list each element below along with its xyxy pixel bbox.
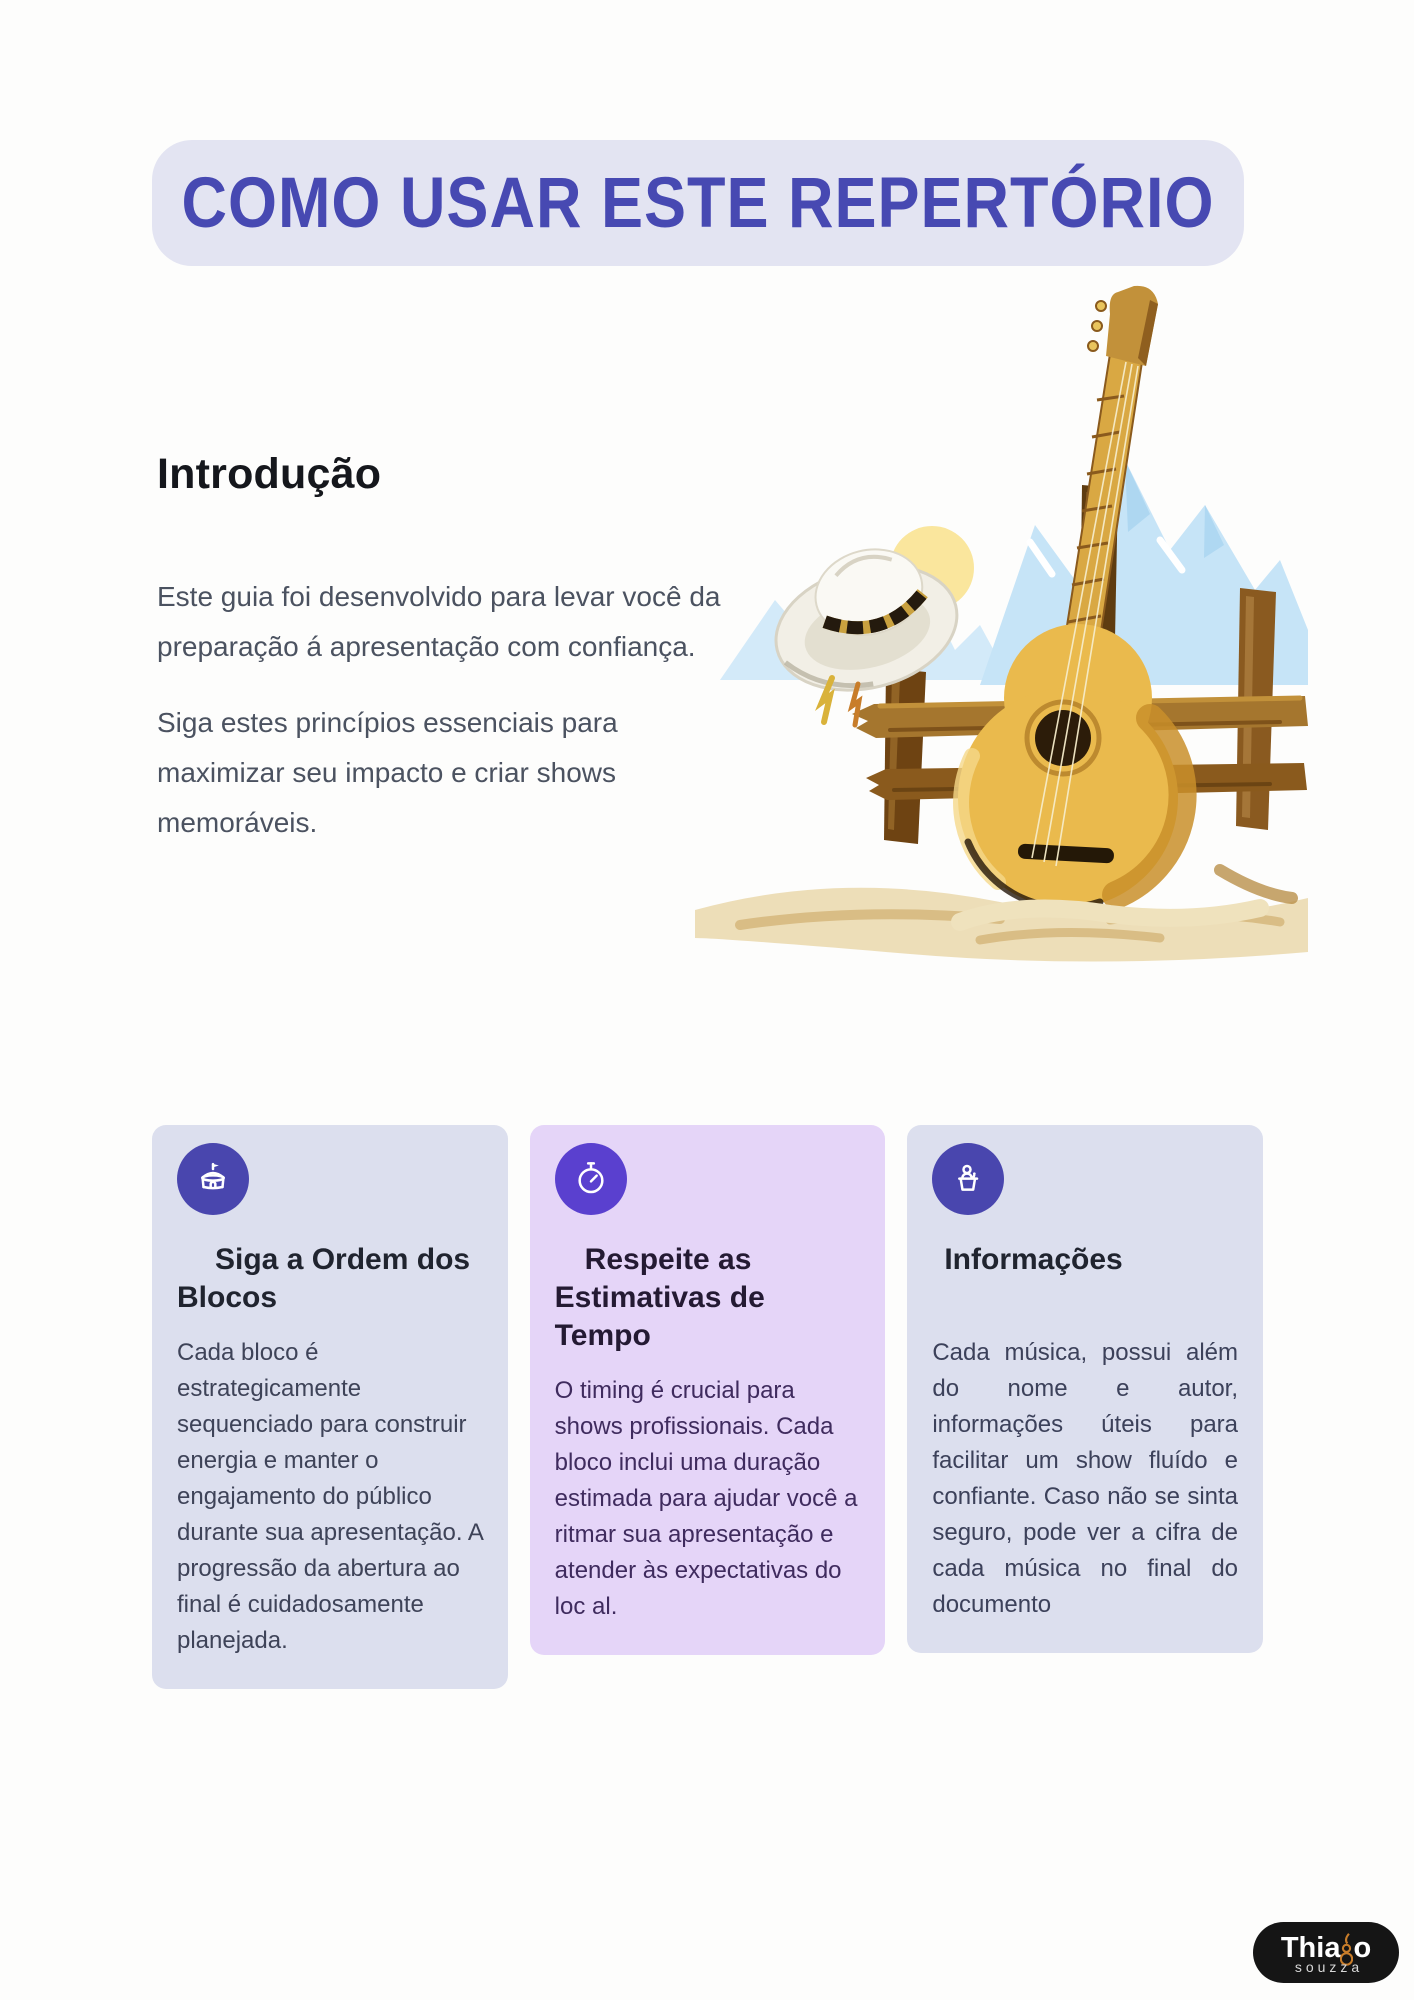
card-siga-a-ordem [152, 1125, 508, 1689]
card-estimativas-tempo [530, 1125, 886, 1655]
fence [852, 485, 1308, 844]
guitar [958, 286, 1183, 908]
brand-name-suffix: o [1353, 1931, 1372, 1964]
page-title: COMO USAR ESTE REPERTÓRIO [181, 163, 1215, 243]
card-informacoes [907, 1125, 1263, 1653]
country-guitar-illustration [680, 270, 1310, 970]
intro-heading: Introdução [157, 450, 382, 498]
circus-tent-icon [193, 1159, 233, 1199]
brand-subtitle: souzza [1294, 1958, 1364, 1975]
hat-tassel [822, 678, 832, 722]
cards-row [152, 1125, 1263, 1689]
card-title: Informações [944, 1243, 1123, 1276]
card-icon-circle [177, 1143, 249, 1215]
brand-name [1281, 1932, 1371, 1963]
card-body: Cada música, possui além do nome e autor, informações úteis para facilitar um show fluído e confiante. Caso não se sinta seguro, pode ver a cifra de cada música no final do documento [932, 1339, 1239, 1618]
card-icon-circle [555, 1143, 627, 1215]
lectern-speaker-icon [948, 1159, 988, 1199]
mountains [720, 460, 1308, 685]
intro-text [157, 572, 723, 874]
intro-paragraph-2: Siga estes princípios essenciais para maximizar seu impacto e criar shows memoráveis. [157, 707, 618, 838]
ground-tuft [980, 932, 1160, 940]
glow [890, 526, 974, 610]
card-body: O timing é crucial para shows profissionais. Cada bloco inclui uma duração estimada para ajudar você a ritmar sua apresentação e atender às expectativas do loc al. [554, 1377, 858, 1620]
stopwatch-icon [571, 1159, 611, 1199]
card-body: Cada bloco é estrategicamente sequenciado para construir energia e manter o engajamento do público durante sua apresentação. A progressão da abertura ao final é cuidadosamente planejada. [177, 1339, 483, 1654]
hat-tassel [852, 684, 859, 725]
cowboy-hat [759, 532, 970, 708]
intro-paragraph-1: Este guia foi desenvolvido para levar você da preparação á apresentação com confiança. [157, 581, 721, 662]
brand-logo [1253, 1922, 1399, 1983]
ground-tuft [960, 908, 1260, 922]
card-title: Respeite as Estimativas de Tempo [554, 1243, 765, 1352]
card-title: Siga a Ordem dos Blocos [177, 1243, 471, 1314]
brand-name-prefix: Thia [1280, 1931, 1341, 1964]
title-banner [152, 140, 1244, 266]
ground [695, 870, 1308, 962]
card-icon-circle [932, 1143, 1004, 1215]
